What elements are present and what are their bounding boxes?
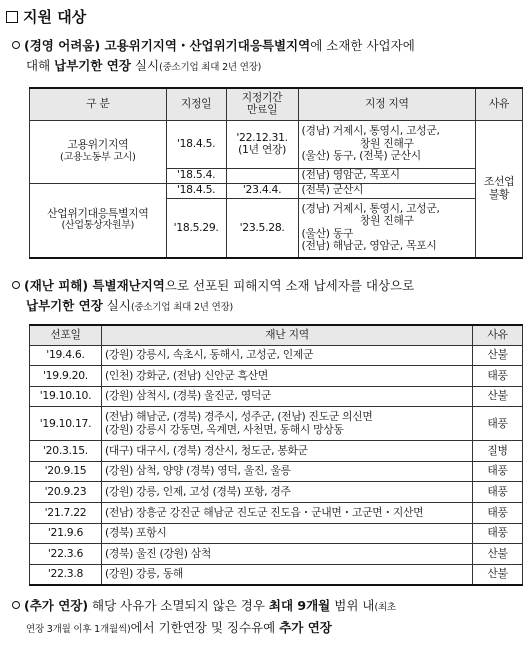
cell-date: '19.9.20. [30, 366, 102, 387]
cell-reason: 태풍 [473, 461, 523, 482]
table-row [30, 441, 523, 462]
square-bullet-icon [6, 11, 18, 23]
paragraph-additional-extension: (추가 연장) 해당 사유가 소멸되지 않은 경우 최대 9개월 범위 내(최초 연장 3개월 이후 1개월씩)에서 기한연장 및 징수유예 추가 연장 [12, 596, 524, 640]
cell-region: (경북) 포항시 [101, 523, 472, 544]
th-disaster-reason: 사유 [473, 325, 523, 345]
cell-region: (강원) 강릉, 인제, 고성 (경북) 포항, 경주 [101, 482, 472, 503]
th-reason: 사유 [476, 88, 523, 120]
table-row [30, 482, 523, 503]
table-row [30, 345, 523, 366]
th-declared-date: 선포일 [30, 325, 102, 345]
cell-region: (강원) 강릉시, 속초시, 동해시, 고성군, 인제군 [101, 345, 472, 366]
cell-date: '19.4.6. [30, 345, 102, 366]
table-row [30, 523, 523, 544]
section-title: 지원 대상 [23, 8, 87, 26]
table-designated-regions [29, 87, 523, 259]
cell-reason-shipbuilding: 조선업 불황 [476, 120, 523, 258]
cell-group-industrial: 산업위기대응특별지역 (산업통상자원부) [30, 183, 167, 258]
cell-region: (전남) 해남군, (경북) 경주시, 성주군, (전남) 진도군 의신면 (강원) 강릉시 강동면, 옥계면, 사천면, 동해시 망상동 [101, 407, 472, 441]
cell-date: '22.3.8 [30, 564, 102, 585]
cell-reason: 태풍 [473, 482, 523, 503]
table-row: '18.5.4. (전남) 영암군, 목포시 [30, 168, 523, 183]
table-row [30, 544, 523, 565]
th-disaster-region: 재난 지역 [101, 325, 472, 345]
circle-bullet-icon [12, 281, 20, 289]
cell-region: (인천) 강화군, (전남) 신안군 흑산면 [101, 366, 472, 387]
circle-bullet-icon [12, 601, 20, 609]
table-header-row [30, 325, 523, 345]
table-disaster-regions [29, 324, 523, 586]
th-expiry: 지정기간 만료일 [226, 88, 298, 120]
table-row [30, 366, 523, 387]
cell-reason: 산불 [473, 544, 523, 565]
cell-date: '20.3.15. [30, 441, 102, 462]
table-row [30, 461, 523, 482]
table-row: 고용위기지역 (고용노동부 고시) '18.4.5. '22.12.31. (1년 연장) (경남) 거제시, 통영시, 고성군, 창원 진해구 (울산) 동구, (전북) 군산시 조선업 불황 [30, 120, 523, 168]
table-row [30, 503, 523, 524]
cell-reason: 산불 [473, 345, 523, 366]
cell-date: '20.9.15 [30, 461, 102, 482]
cell-reason: 태풍 [473, 366, 523, 387]
cell-region: (강원) 삼척시, (경북) 울진군, 영덕군 [101, 386, 472, 407]
table-row [30, 564, 523, 585]
cell-reason: 태풍 [473, 407, 523, 441]
paragraph-disaster-damage: (재난 피해) 특별재난지역으로 선포된 피해지역 소재 납세자를 대상으로 납부기한 연장 실시(중소기업 최대 2년 연장) [12, 276, 524, 318]
cell-reason: 산불 [473, 564, 523, 585]
paragraph-economic-difficulty: (경영 어려움) 고용위기지역・산업위기대응특별지역에 소재한 사업자에 대해 납부기한 연장 실시(중소기업 최대 2년 연장) [12, 36, 524, 78]
section-heading [6, 6, 86, 27]
cell-region: (강원) 삼척, 양양 (경북) 영덕, 울진, 울릉 [101, 461, 472, 482]
circle-bullet-icon [12, 41, 20, 49]
cell-date: '20.9.23 [30, 482, 102, 503]
th-category: 구 분 [30, 88, 167, 120]
cell-region: (경북) 울진 (강원) 삼척 [101, 544, 472, 565]
cell-reason: 태풍 [473, 523, 523, 544]
cell-reason: 산불 [473, 386, 523, 407]
th-date: 지정일 [166, 88, 226, 120]
cell-region: (전남) 장흥군 강진군 해남군 진도군 진도읍・군내면・고군면・지산면 [101, 503, 472, 524]
th-region: 지정 지역 [298, 88, 476, 120]
cell-reason: 태풍 [473, 503, 523, 524]
cell-group-employment: 고용위기지역 (고용노동부 고시) [30, 120, 167, 183]
table-row [30, 386, 523, 407]
cell-region: (강원) 강릉, 동해 [101, 564, 472, 585]
cell-date: '22.3.6 [30, 544, 102, 565]
cell-region: (대구) 대구시, (경북) 경산시, 청도군, 봉화군 [101, 441, 472, 462]
cell-date: '21.9.6 [30, 523, 102, 544]
cell-date: '19.10.17. [30, 407, 102, 441]
table-row: 산업위기대응특별지역 (산업통상자원부) '18.4.5. '23.4.4. (전북) 군산시 [30, 183, 523, 198]
cell-date: '21.7.22 [30, 503, 102, 524]
table-row [30, 407, 523, 441]
cell-date: '19.10.10. [30, 386, 102, 407]
cell-reason: 질병 [473, 441, 523, 462]
table-row: '18.5.29. '23.5.28. (경남) 거제시, 통영시, 고성군, 창원 진해구 (울산) 동구 (전남) 해남군, 영암군, 목포시 [30, 198, 523, 258]
